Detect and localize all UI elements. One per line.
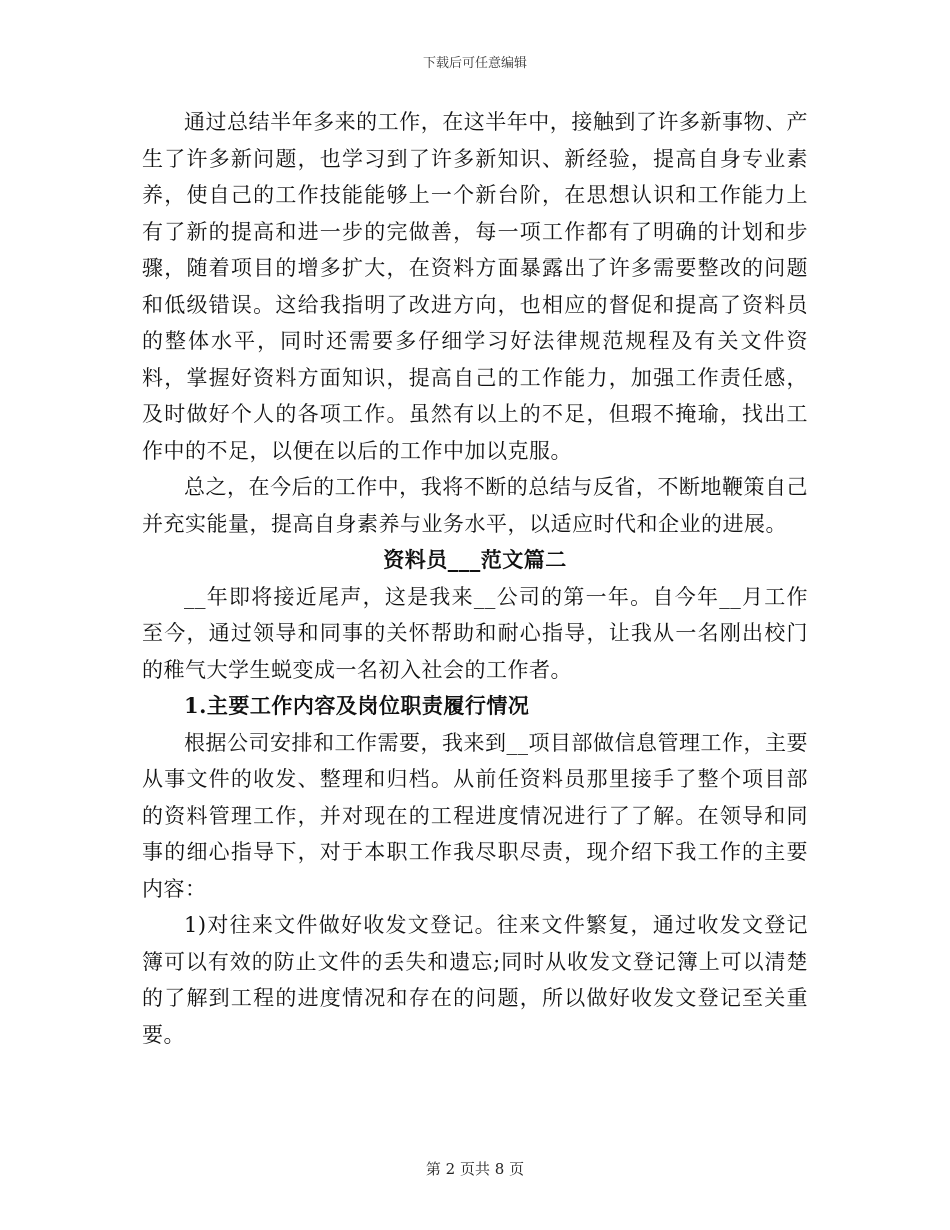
paragraph-intro: __年即将接近尾声，这是我来__公司的第一年。自今年__月工作至今，通过领导和同事的关怀帮助和耐心指导，让我从一名刚出校门的稚气大学生蜕变成一名初入社会的工作者。 (142, 584, 808, 682)
subsection-heading: 1.主要工作内容及岗位职责履行情况 (184, 693, 530, 718)
paragraph-item-1: 1)对往来文件做好收发文登记。往来文件繁复，通过收发文登记簿可以有效的防止文件的丢失和遗忘;同时从收发文登记簿上可以清楚的了解到工程的进度情况和存在的问题，所以做好收发文登记至关重要。 (142, 913, 808, 1047)
paragraph-conclusion: 总之，在今后的工作中，我将不断的总结与反省，不断地鞭策自己并充实能量，提高自身素养与业务水平，以适应时代和企业的进展。 (142, 475, 808, 536)
page-number: 第 2 页共 8 页 (425, 1160, 525, 1178)
paragraph-summary: 通过总结半年多来的工作，在这半年中，接触到了许多新事物、产生了许多新问题，也学习到了许多新知识、新经验，提高自身专业素养，使自己的工作技能能够上一个新台阶，在思想认识和工作能力上有了新的提高和进一步的完做善，每一项工作都有了明确的计划和步骤，随着项目的增多扩大，在资料方面暴露出了许多需要整改的问题和低级错误。这给我指明了改进方向，也相应的督促和提高了资料员的整体水平，同时还需要多仔细学习好法律规范规程及有关文件资料，掌握好资料方面知识，提高自己的工作能力，加强工作责任感，及时做好个人的各项工作。虽然有以上的不足，但瑕不掩瑜，找出工作中的不足，以便在以后的工作中加以克服。 (142, 110, 808, 463)
page-header: 下载后可任意编辑 (422, 56, 527, 71)
section-heading: 资料员___范文篇二 (383, 547, 567, 572)
document-body (142, 104, 808, 1053)
paragraph-duties: 根据公司安排和工作需要，我来到__项目部做信息管理工作，主要从事文件的收发、整理和归档。从前任资料员那里接手了整个项目部的资料管理工作，并对现在的工程进度情况进行了了解。在领导和同事的细心指导下，对于本职工作我尽职尽责，现介绍下我工作的主要内容： (142, 730, 808, 901)
